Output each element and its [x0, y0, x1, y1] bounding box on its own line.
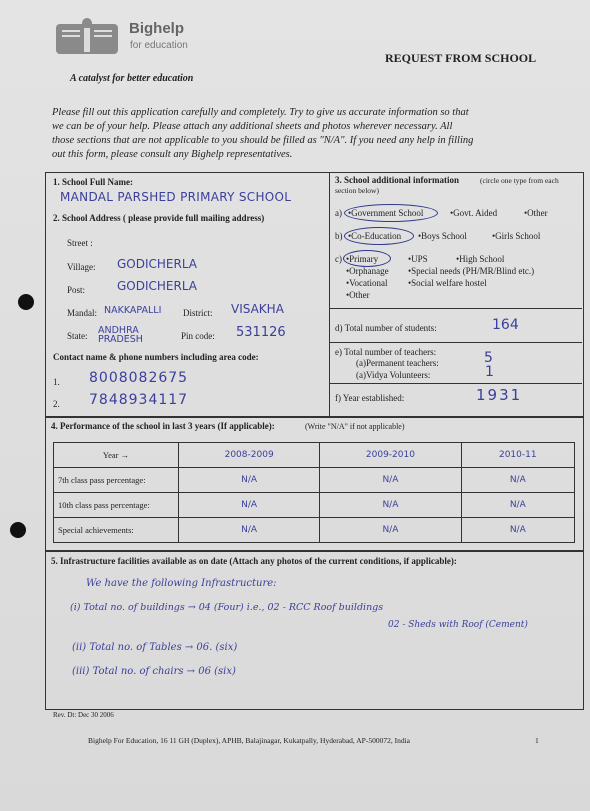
- option-co-education: •Co-Education: [348, 231, 402, 241]
- column-divider: [329, 172, 330, 416]
- infra-line-4: (ii) Total no. of Tables → 06. (six): [72, 642, 238, 653]
- village-label: Village:: [67, 262, 96, 272]
- phone-2-value: 7848934117: [89, 392, 189, 408]
- book-icon: [54, 18, 124, 56]
- mandal-label: Mandal:: [67, 308, 97, 318]
- district-value: VISAKHA: [231, 302, 284, 316]
- table-cell: N/A: [461, 493, 574, 518]
- students-label: d) Total number of students:: [335, 323, 437, 333]
- address-label: 2. School Address ( please provide full mailing address): [53, 213, 265, 223]
- divider-e: [330, 342, 582, 343]
- infra-line-3: 02 - Sheds with Roof (Cement): [388, 620, 528, 630]
- additional-info-label: 3. School additional information: [335, 175, 460, 185]
- pincode-value: 531126: [236, 325, 286, 340]
- option-girls-school: •Girls School: [492, 231, 541, 241]
- table-cell: N/A: [461, 518, 574, 543]
- document-title: REQUEST FROM SCHOOL: [385, 51, 537, 65]
- instructions-line-3: those sections that are not applicable to you should be filled as "N/A". If you need any help in filling: [52, 135, 474, 146]
- additional-info-note: (circle one type from each section below): [335, 176, 559, 195]
- year-col-2: 2009-2010: [320, 443, 461, 468]
- year-established-value: 1931: [476, 386, 523, 404]
- tagline: A catalyst for better education: [70, 73, 194, 84]
- punch-hole-top: [18, 294, 34, 310]
- option-ups: •UPS: [408, 254, 428, 264]
- row-c-prefix: c): [335, 254, 342, 264]
- table-cell: N/A: [461, 468, 574, 493]
- option-special-needs: •Special needs (PH/MR/Blind etc.): [408, 266, 535, 276]
- table-row: [54, 493, 575, 518]
- school-name-label: 1. School Full Name:: [53, 177, 133, 187]
- infra-line-1: We have the following Infrastructure:: [86, 578, 277, 589]
- pincode-label: Pin code:: [181, 331, 215, 341]
- option-government-school: •Government School: [348, 208, 424, 218]
- post-value: GODICHERLA: [117, 279, 198, 293]
- row-a-prefix: a): [335, 208, 342, 218]
- infra-line-2: (i) Total no. of buildings → 04 (Four) i.e., 02 - RCC Roof buildings: [70, 602, 384, 613]
- students-value: 164: [492, 317, 519, 333]
- village-value: GODICHERLA: [117, 257, 198, 271]
- instructions-line-1: Please fill out this application carefully and completely. Try to give us accurate information so that: [52, 107, 469, 118]
- vidya-volunteers-value: 1: [485, 364, 494, 380]
- revision-date: Rev. Dt: Dec 30 2006: [53, 711, 114, 719]
- post-label: Post:: [67, 285, 86, 295]
- divider-d: [330, 308, 582, 309]
- table-header-year: Year →: [54, 443, 179, 468]
- logo-subtitle: for education: [130, 40, 188, 51]
- table-row: [54, 468, 575, 493]
- street-label: Street :: [67, 238, 93, 248]
- infrastructure-title: 5. Infrastructure facilities available as on date (Attach any photos of the current conditions, if applicable):: [51, 556, 457, 566]
- table-row: [54, 443, 575, 468]
- option-social-welfare: •Social welfare hostel: [408, 278, 487, 288]
- performance-title: 4. Performance of the school in last 3 years (If applicable):: [51, 421, 275, 431]
- option-govt-aided: •Govt. Aided: [450, 208, 498, 218]
- row-label-7th: 7th class pass percentage:: [54, 468, 179, 493]
- option-other-a: •Other: [524, 208, 548, 218]
- year-established-label: f) Year established:: [335, 393, 405, 403]
- logo-name: Bighelp: [129, 20, 184, 37]
- footer-address: Bighelp For Education, 16 11 GH (Duplex), APHB, Balajinagar, Kukatpally, Hyderabad, AP-500072, India: [88, 736, 411, 745]
- table-cell: N/A: [320, 518, 461, 543]
- instructions-line-2: we can be of your help. Please attach any additional sheets and photos wherever necessary. All: [52, 121, 453, 132]
- state-value: ANDHRA PRADESH: [98, 325, 143, 345]
- infra-line-5: (iii) Total no. of chairs → 06 (six): [72, 666, 236, 677]
- option-high-school: •High School: [456, 254, 505, 264]
- table-row: [54, 518, 575, 543]
- table-cell: N/A: [179, 468, 320, 493]
- bighelp-logo: [54, 18, 204, 58]
- year-col-3: 2010-11: [461, 443, 574, 468]
- vidya-volunteers-label: (a)Vidya Volunteers:: [356, 370, 431, 380]
- school-name-value: MANDAL PARSHED PRIMARY SCHOOL: [60, 190, 292, 204]
- table-cell: N/A: [179, 518, 320, 543]
- row-label-special: Special achievements:: [54, 518, 179, 543]
- table-cell: N/A: [179, 493, 320, 518]
- year-col-1: 2008-2009: [179, 443, 320, 468]
- mandal-value: NAKKAPALLI: [104, 305, 162, 316]
- district-label: District:: [183, 308, 213, 318]
- divider-f: [330, 383, 582, 384]
- phone-2-number: 2.: [53, 399, 60, 409]
- state-label: State:: [67, 331, 88, 341]
- row-label-10th: 10th class pass percentage:: [54, 493, 179, 518]
- performance-table: [53, 442, 575, 543]
- teachers-label: e) Total number of teachers:: [335, 347, 437, 357]
- phone-1-number: 1.: [53, 377, 60, 387]
- option-other-c: •Other: [346, 290, 370, 300]
- phone-1-value: 8008082675: [89, 370, 189, 386]
- row-b-prefix: b): [335, 231, 343, 241]
- permanent-teachers-value: 5: [484, 350, 493, 366]
- page-number: 1: [535, 736, 539, 745]
- option-orphanage: •Orphanage: [346, 266, 389, 276]
- punch-hole-bottom: [10, 522, 26, 538]
- table-cell: N/A: [320, 468, 461, 493]
- instructions-line-4: out this form, please consult any Bighelp representatives.: [52, 149, 293, 160]
- option-boys-school: •Boys School: [418, 231, 467, 241]
- performance-note: (Write "N/A" if not applicable): [305, 422, 405, 431]
- option-primary: •Primary: [346, 254, 379, 264]
- table-cell: N/A: [320, 493, 461, 518]
- permanent-teachers-label: (a)Permanent teachers:: [356, 358, 439, 368]
- contact-label: Contact name & phone numbers including area code:: [53, 352, 259, 362]
- option-vocational: •Vocational: [346, 278, 388, 288]
- infrastructure-box: [45, 550, 584, 710]
